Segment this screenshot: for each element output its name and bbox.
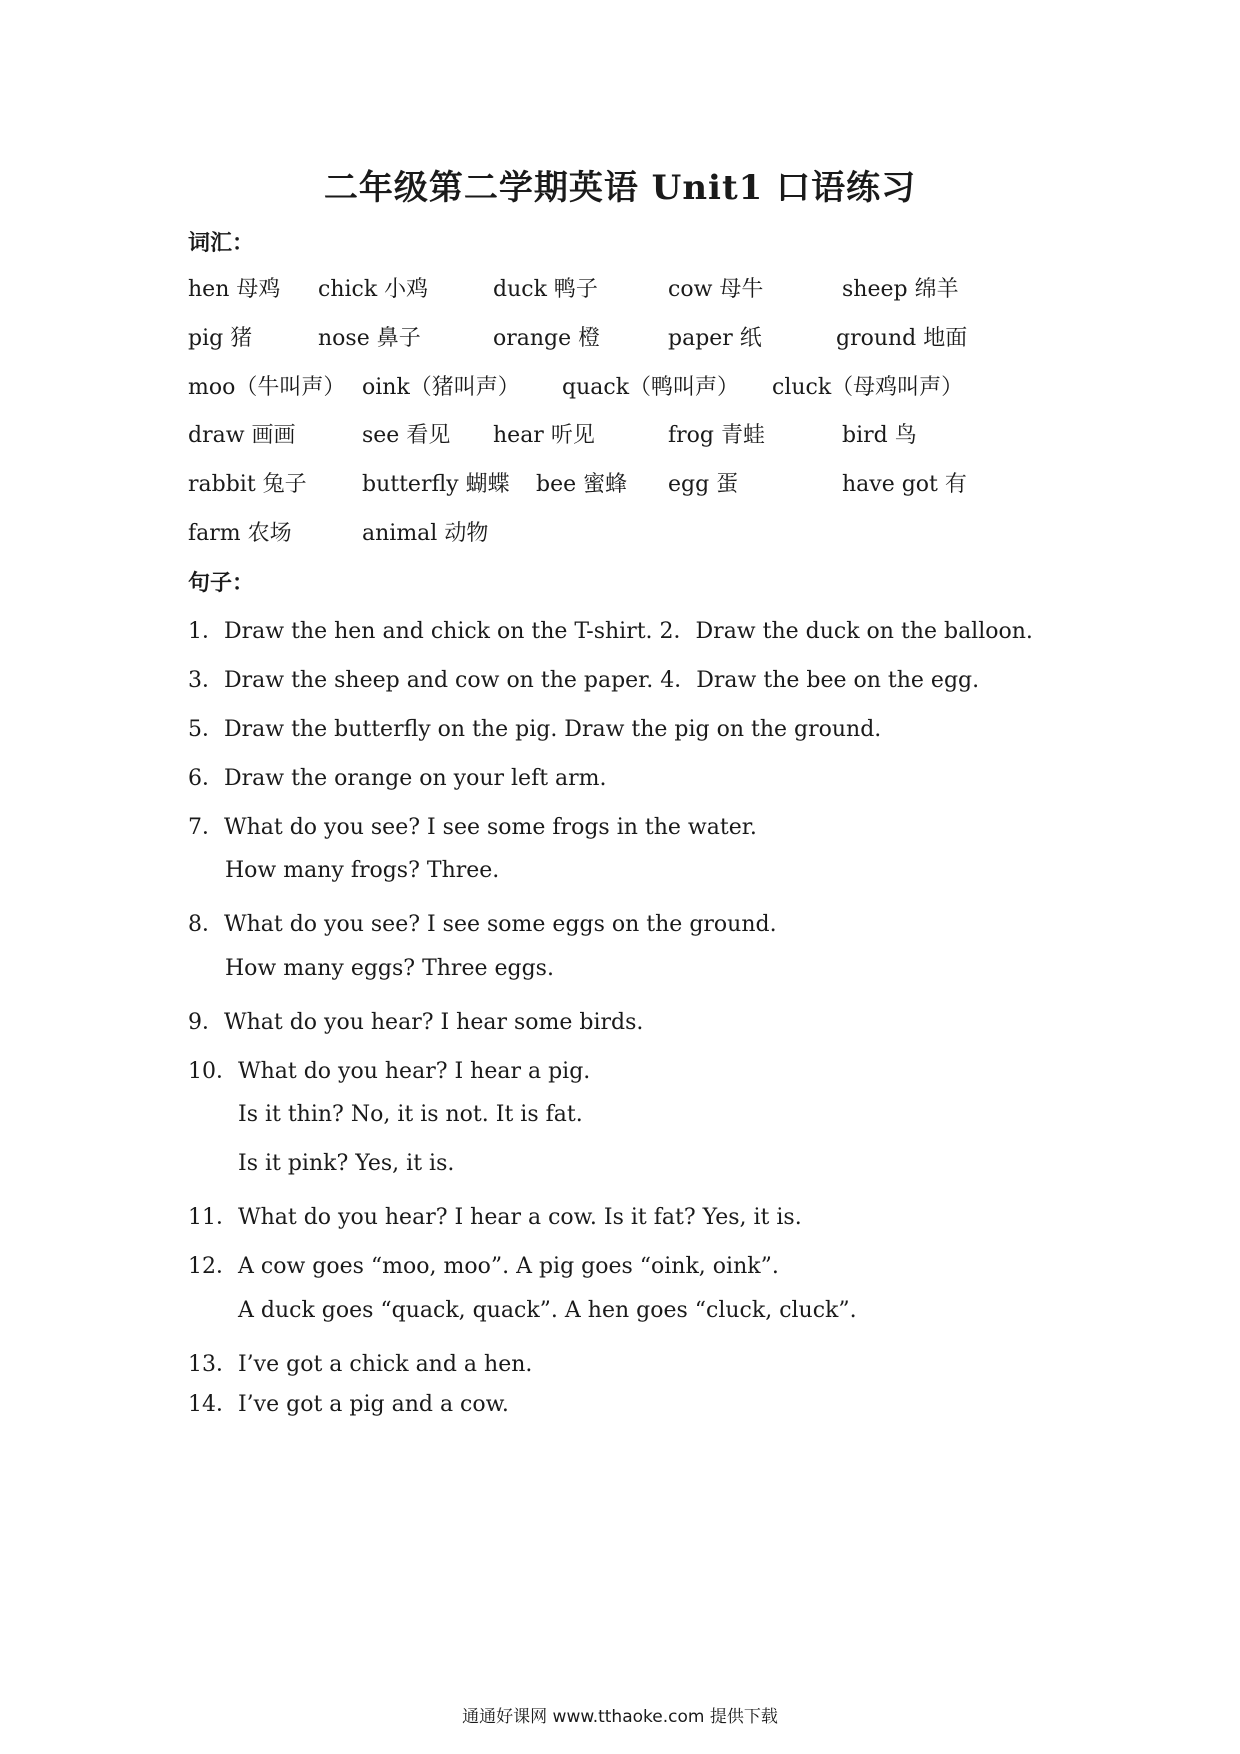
vocab-item: duck 鸭子 bbox=[493, 277, 598, 302]
sentence-line: 8．What do you see? I see some eggs on the ground. bbox=[188, 912, 777, 937]
sentence-line: 1．Draw the hen and chick on the T-shirt. 2．Draw the duck on the balloon. bbox=[188, 619, 1033, 644]
sentence-line: 13．I’ve got a chick and a hen. bbox=[188, 1352, 533, 1377]
sentence-line: Is it thin? No, it is not. It is fat. bbox=[238, 1102, 583, 1127]
vocab-row bbox=[188, 370, 1088, 402]
vocab-label: 词汇： bbox=[188, 230, 255, 256]
sentence-line: 6．Draw the orange on your left arm. bbox=[188, 766, 607, 791]
vocab-row bbox=[188, 418, 1088, 450]
sentence-line: A duck goes “quack, quack”. A hen goes “cluck, cluck”. bbox=[238, 1298, 857, 1323]
vocab-item: cluck（母鸡叫声） bbox=[772, 375, 964, 400]
sentence-line: 14．I’ve got a pig and a cow. bbox=[188, 1392, 509, 1417]
vocab-item: frog 青蛙 bbox=[668, 423, 765, 448]
vocab-item: chick 小鸡 bbox=[318, 277, 429, 302]
vocab-item: pig 猪 bbox=[188, 326, 253, 351]
vocab-item: sheep 绵羊 bbox=[842, 277, 959, 302]
vocab-item: have got 有 bbox=[842, 472, 967, 497]
vocab-row bbox=[188, 321, 1088, 353]
vocab-item: rabbit 兔子 bbox=[188, 472, 307, 497]
page-title: 二年级第二学期英语 Unit1 口语练习 bbox=[323, 168, 917, 208]
vocab-item: nose 鼻子 bbox=[318, 326, 421, 351]
sentence-line: 12．A cow goes “moo, moo”. A pig goes “oink, oink”. bbox=[188, 1254, 779, 1279]
vocab-item: orange 橙 bbox=[493, 326, 601, 351]
page-footer: 通通好课网 www.tthaoke.com 提供下载 bbox=[462, 1707, 778, 1727]
sentence-line: 11．What do you hear? I hear a cow. Is it fat? Yes, it is. bbox=[188, 1205, 802, 1230]
vocab-item: paper 纸 bbox=[668, 326, 762, 351]
vocab-item: quack（鸭叫声） bbox=[562, 375, 740, 400]
vocab-item: egg 蛋 bbox=[668, 472, 739, 497]
sentence-line: How many eggs? Three eggs. bbox=[225, 956, 554, 981]
sentence-line: Is it pink? Yes, it is. bbox=[238, 1151, 455, 1176]
sentence-line: 9．What do you hear? I hear some birds. bbox=[188, 1010, 644, 1035]
vocab-item: moo（牛叫声） bbox=[188, 375, 346, 400]
vocab-item: cow 母牛 bbox=[668, 277, 764, 302]
vocab-item: oink（猪叫声） bbox=[362, 375, 520, 400]
vocab-row bbox=[188, 272, 1088, 304]
vocab-item: animal 动物 bbox=[362, 521, 489, 546]
sentence-line: 5．Draw the butterfly on the pig. Draw the pig on the ground. bbox=[188, 717, 882, 742]
vocab-item: draw 画画 bbox=[188, 423, 296, 448]
vocab-row bbox=[188, 516, 1088, 548]
vocab-item: butterfly 蝴蝶 bbox=[362, 472, 510, 497]
vocab-item: ground 地面 bbox=[836, 326, 968, 351]
sentence-line: 3．Draw the sheep and cow on the paper. 4．Draw the bee on the egg. bbox=[188, 668, 980, 693]
sentence-line: 7．What do you see? I see some frogs in the water. bbox=[188, 815, 757, 840]
vocab-row bbox=[188, 467, 1088, 499]
vocab-item: hen 母鸡 bbox=[188, 277, 281, 302]
sentence-line: How many frogs? Three. bbox=[225, 858, 500, 883]
vocab-item: farm 农场 bbox=[188, 521, 292, 546]
vocab-item: bird 鸟 bbox=[842, 423, 917, 448]
sentence-line: 10．What do you hear? I hear a pig. bbox=[188, 1059, 591, 1084]
sentences-label: 句子： bbox=[188, 570, 255, 596]
vocab-item: see 看见 bbox=[362, 423, 451, 448]
vocab-item: hear 听见 bbox=[493, 423, 595, 448]
vocab-item: bee 蜜蜂 bbox=[536, 472, 628, 497]
